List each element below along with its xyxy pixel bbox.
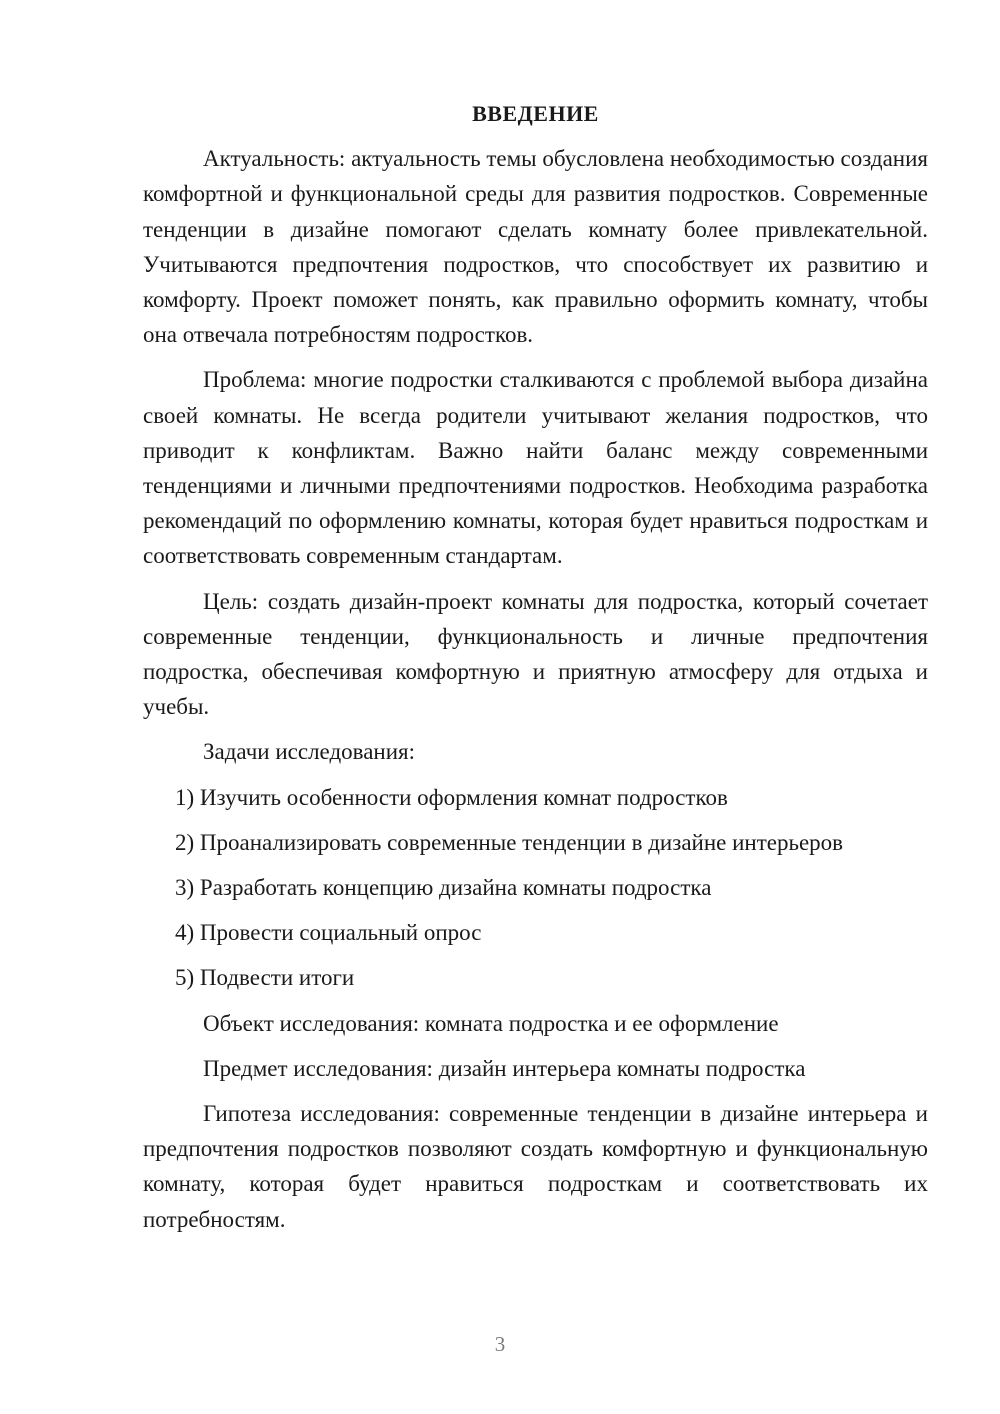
tasks-heading: Задачи исследования: — [203, 739, 416, 765]
task-item: 5) Подвести итоги — [175, 965, 355, 991]
task-item: 2) Проанализировать современные тенденции в дизайне интерьеров — [175, 829, 844, 855]
task-item: 4) Провести социальный опрос — [175, 920, 482, 946]
goal-paragraph: Цель: создать дизайн-проект комнаты для подростка, который сочетает современные тенденции, функциональность и личные предпочтения подростка, обеспечивая комфортную и приятную атмосферу для отдыха и учебы. — [143, 588, 928, 720]
research-object: Объект исследования: комната подростка и ее оформление — [203, 1010, 779, 1036]
task-item: 1) Изучить особенности оформления комнат подростков — [175, 784, 728, 810]
problem-paragraph: Проблема: многие подростки сталкиваются с проблемой выбора дизайна своей комнаты. Не всегда родители учитывают желания подростков, что приводит к конфликтам. Важно найти баланс между современными тенденциями и личными предпочтениями подростков. Необходима разработка рекомендаций по оформлению комнаты, которая будет нравиться подросткам и соответствовать современным стандартам. — [143, 367, 928, 569]
research-subject: Предмет исследования: дизайн интерьера комнаты подростка — [203, 1055, 806, 1081]
tasks-list — [143, 780, 928, 996]
page-number: 3 — [494, 1332, 506, 1356]
task-item: 3) Разработать концепцию дизайна комнаты подростка — [175, 875, 712, 901]
hypothesis-paragraph: Гипотеза исследования: современные тенденции в дизайне интерьера и предпочтения подростков позволяют создать комфортную и функциональную комнату, которая будет нравиться подросткам и соответствовать их потребностям. — [143, 1101, 928, 1232]
relevance-paragraph: Актуальность: актуальность темы обусловлена необходимостью создания комфортной и функциональной среды для развития подростков. Современные тенденции в дизайне помогают сделать комнату более привлекательной. Учитываются предпочтения подростков, что способствует их развитию и комфорту. Проект поможет понять, как правильно оформить комнату, чтобы она отвечала потребностям подростков. — [143, 146, 929, 348]
page-title: ВВЕДЕНИЕ — [472, 101, 599, 126]
document-page — [143, 96, 928, 1247]
